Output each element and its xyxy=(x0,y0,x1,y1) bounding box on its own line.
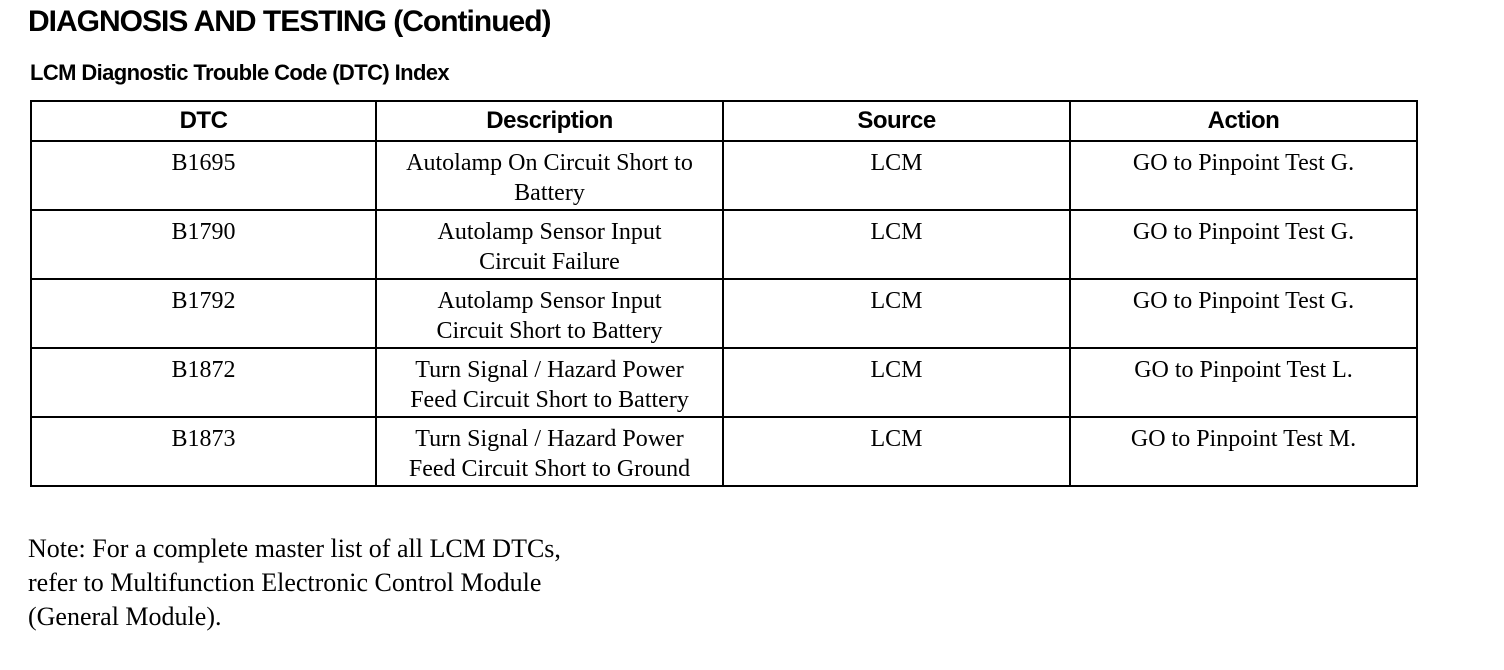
column-header-source: Source xyxy=(723,101,1070,141)
action-cell: GO to Pinpoint Test G. xyxy=(1070,279,1417,348)
dtc-code-cell: B1792 xyxy=(31,279,376,348)
action-cell: GO to Pinpoint Test G. xyxy=(1070,210,1417,279)
dtc-code-cell: B1872 xyxy=(31,348,376,417)
column-header-action: Action xyxy=(1070,101,1417,141)
action-cell: GO to Pinpoint Test M. xyxy=(1070,417,1417,486)
table-row xyxy=(31,417,1417,486)
description-line: Feed Circuit Short to Ground xyxy=(408,456,691,482)
note-line: refer to Multifunction Electronic Control Module xyxy=(28,568,542,597)
description-line: Autolamp On Circuit Short to xyxy=(406,150,693,176)
column-header-dtc: DTC xyxy=(31,101,376,141)
description-cell xyxy=(376,417,723,486)
description-line: Turn Signal / Hazard Power xyxy=(415,357,684,383)
description-line: Turn Signal / Hazard Power xyxy=(415,426,684,452)
table-row xyxy=(31,348,1417,417)
dtc-code-cell: B1695 xyxy=(31,141,376,210)
description-line: Circuit Failure xyxy=(479,249,620,275)
description-line: Feed Circuit Short to Battery xyxy=(410,387,689,413)
source-cell: LCM xyxy=(723,348,1070,417)
dtc-index-table xyxy=(30,100,1418,487)
note-line: (General Module). xyxy=(28,602,222,631)
source-cell: LCM xyxy=(723,279,1070,348)
description-line: Autolamp Sensor Input xyxy=(437,219,662,245)
description-line: Autolamp Sensor Input xyxy=(437,288,662,314)
source-cell: LCM xyxy=(723,210,1070,279)
description-cell xyxy=(376,279,723,348)
note-line: Note: For a complete master list of all LCM DTCs, xyxy=(28,534,561,563)
source-cell: LCM xyxy=(723,141,1070,210)
table-row xyxy=(31,210,1417,279)
description-line: Battery xyxy=(514,180,585,206)
dtc-code-cell: B1790 xyxy=(31,210,376,279)
action-cell: GO to Pinpoint Test G. xyxy=(1070,141,1417,210)
table-row xyxy=(31,141,1417,210)
source-cell: LCM xyxy=(723,417,1070,486)
description-cell xyxy=(376,348,723,417)
action-cell: GO to Pinpoint Test L. xyxy=(1070,348,1417,417)
description-cell xyxy=(376,141,723,210)
description-cell xyxy=(376,210,723,279)
table-header-row xyxy=(31,101,1417,141)
section-title: LCM Diagnostic Trouble Code (DTC) Index xyxy=(30,60,450,85)
page-title: DIAGNOSIS AND TESTING (Continued) xyxy=(28,5,551,38)
table-row xyxy=(31,279,1417,348)
note-paragraph xyxy=(28,532,688,634)
column-header-description: Description xyxy=(376,101,723,141)
description-line: Circuit Short to Battery xyxy=(436,318,663,344)
dtc-code-cell: B1873 xyxy=(31,417,376,486)
